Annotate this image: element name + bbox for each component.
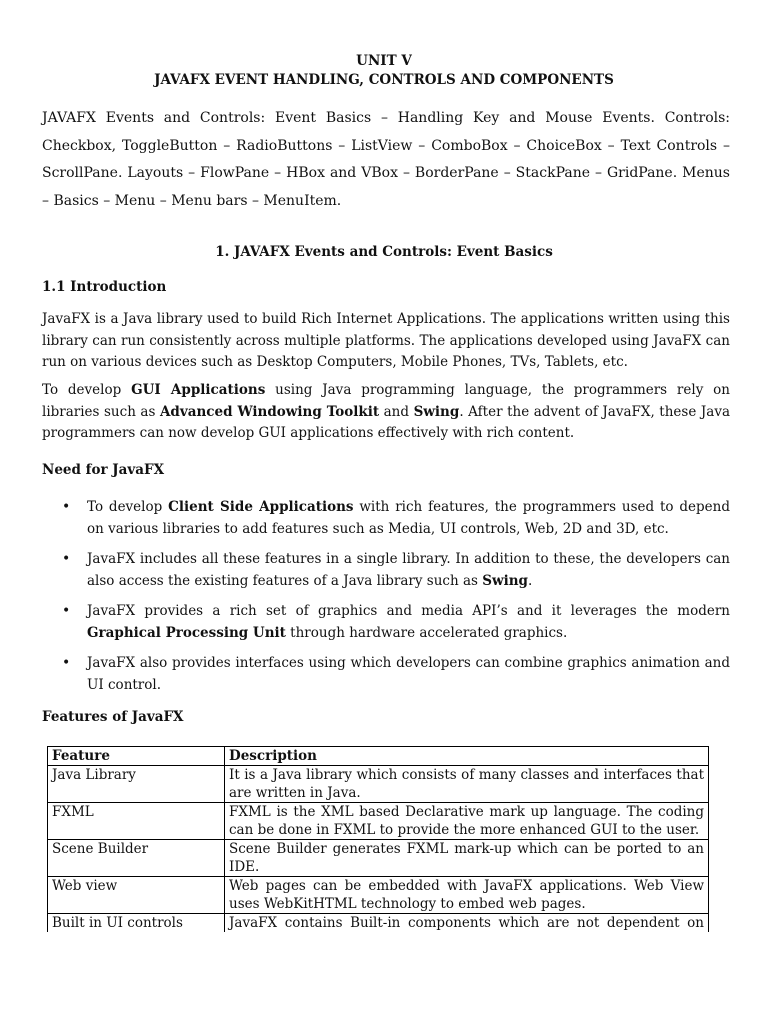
feature-cell: Built in UI controls [48, 914, 225, 969]
features-heading: Features of JavaFX [42, 709, 184, 725]
bold-term: Swing [413, 403, 460, 420]
list-item: • JavaFX also provides interfaces using which developers can combine graphics animation and UI control. [42, 653, 730, 696]
description-cell: Web pages can be embedded with JavaFX applications. Web View uses WebKitHTML technology to embed web pages. [225, 877, 709, 914]
column-header-description: Description [225, 747, 709, 766]
table-row [48, 877, 709, 914]
page-bottom-mask [0, 932, 768, 1024]
description-cell: Scene Builder generates FXML mark-up which can be ported to an IDE. [225, 840, 709, 877]
description-cell: FXML is the XML based Declarative mark up language. The coding can be done in FXML to provide the more enhanced GUI to the user. [225, 803, 709, 840]
feature-cell: FXML [48, 803, 225, 840]
description-cell: It is a Java library which consists of many classes and interfaces that are written in Java. [225, 766, 709, 803]
need-heading: Need for JavaFX [42, 462, 165, 478]
feature-cell: Java Library [48, 766, 225, 803]
table-row [48, 840, 709, 877]
feature-cell: Web view [48, 877, 225, 914]
list-item: • JavaFX provides a rich set of graphics and media API’s and it leverages the modern Graphical Processing Unit through hardware accelerated graphics. [42, 601, 730, 644]
sub-heading-introduction: 1.1 Introduction [42, 279, 167, 295]
column-header-feature: Feature [48, 747, 225, 766]
description-cell: JavaFX contains Built-in components which are not dependent on [225, 914, 709, 969]
feature-cell: Scene Builder [48, 840, 225, 877]
intro-paragraph-2: To develop GUI Applications using Java programming language, the programmers rely on libraries such as Advanced Windowing Toolkit and Swing. After the advent of JavaFX, these Java programmers can now develop GUI applications effectively with rich content. [42, 382, 731, 441]
bold-term: Advanced Windowing Toolkit [159, 403, 380, 420]
bold-term: GUI Applications [131, 382, 266, 398]
intro-paragraph-1: JavaFX is a Java library used to build Rich Internet Applications. The applications written using this library can run consistently across multiple platforms. The applications developed using JavaFX can run on various devices such as Desktop Computers, Mobile Phones, TVs, Tablets, etc. [42, 311, 730, 370]
need-list [42, 497, 730, 705]
list-item: • JavaFX includes all these features in a single library. In addition to these, the developers can also access the existing features of a Java library such as Swing. [42, 549, 730, 592]
table-row [48, 766, 709, 803]
unit-title: JAVAFX EVENT HANDLING, CONTROLS AND COMPONENTS [154, 72, 614, 88]
section-heading: 1. JAVAFX Events and Controls: Event Basics [215, 244, 553, 260]
table-header-row [48, 747, 709, 766]
table-row [48, 803, 709, 840]
intro-paragraph: JAVAFX Events and Controls: Event Basics – Handling Key and Mouse Events. Controls: Checkbox, ToggleButton – RadioButtons – ListView – ComboBox – ChoiceBox – Text Controls – ScrollPane. Layouts – FlowPane – HBox and VBox – BorderPane – StackPane – GridPane. Menus – Basics – Menu – Menu bars – MenuItem. [42, 110, 730, 209]
list-item: • To develop Client Side Applications with rich features, the programmers used to depend on various libraries to add features such as Media, UI controls, Web, 2D and 3D, etc. [42, 497, 730, 540]
unit-label: UNIT V [356, 53, 412, 69]
